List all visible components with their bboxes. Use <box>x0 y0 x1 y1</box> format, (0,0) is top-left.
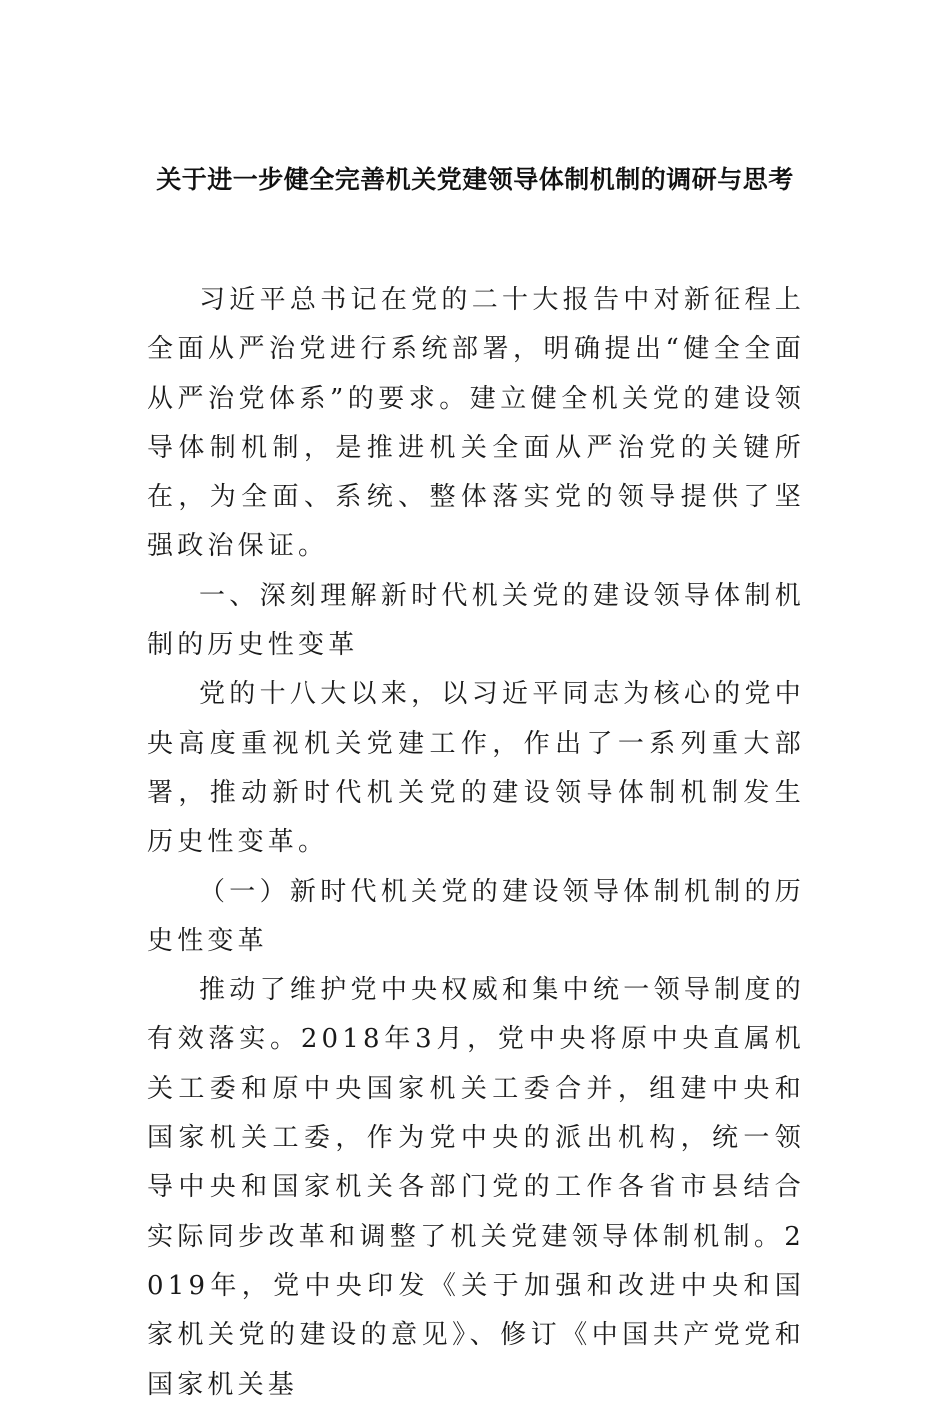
document-title: 关于进一步健全完善机关党建领导体制机制的调研与思考 <box>156 165 794 194</box>
paragraph-subsection-1: 推动了维护党中央权威和集中统一领导制度的有效落实。2018年3月，党中央将原中央直属机关工委和原中央国家机关工委合并，组建中央和国家机关工委，作为党中央的派出机构，统一领导中央和国家机关各部门党的工作各省市县结合实际同步改革和调整了机关党建领导体制机制。2019年，党中央印发《关于加强和改进中央和国家机关党的建设的意见》、修订《中国共产党党和国家机关基 <box>147 975 805 1400</box>
document-body <box>147 276 805 1410</box>
section-heading-1: 一、深刻理解新时代机关党的建设领导体制机制的历史性变革 <box>147 580 805 661</box>
paragraph-section-1-intro: 党的十八大以来，以习近平同志为核心的党中央高度重视机关党建工作，作出了一系列重大部署，推动新时代机关党的建设领导体制机制发生历史性变革。 <box>147 679 805 858</box>
paragraph-intro: 习近平总书记在党的二十大报告中对新征程上全面从严治党进行系统部署，明确提出“健全全面从严治党体系”的要求。建立健全机关党的建设领导体制机制，是推进机关全面从严治党的关键所在，为全面、系统、整体落实党的领导提供了坚强政治保证。 <box>147 285 805 562</box>
subsection-heading-1: （一）新时代机关党的建设领导体制机制的历史性变革 <box>147 876 805 956</box>
